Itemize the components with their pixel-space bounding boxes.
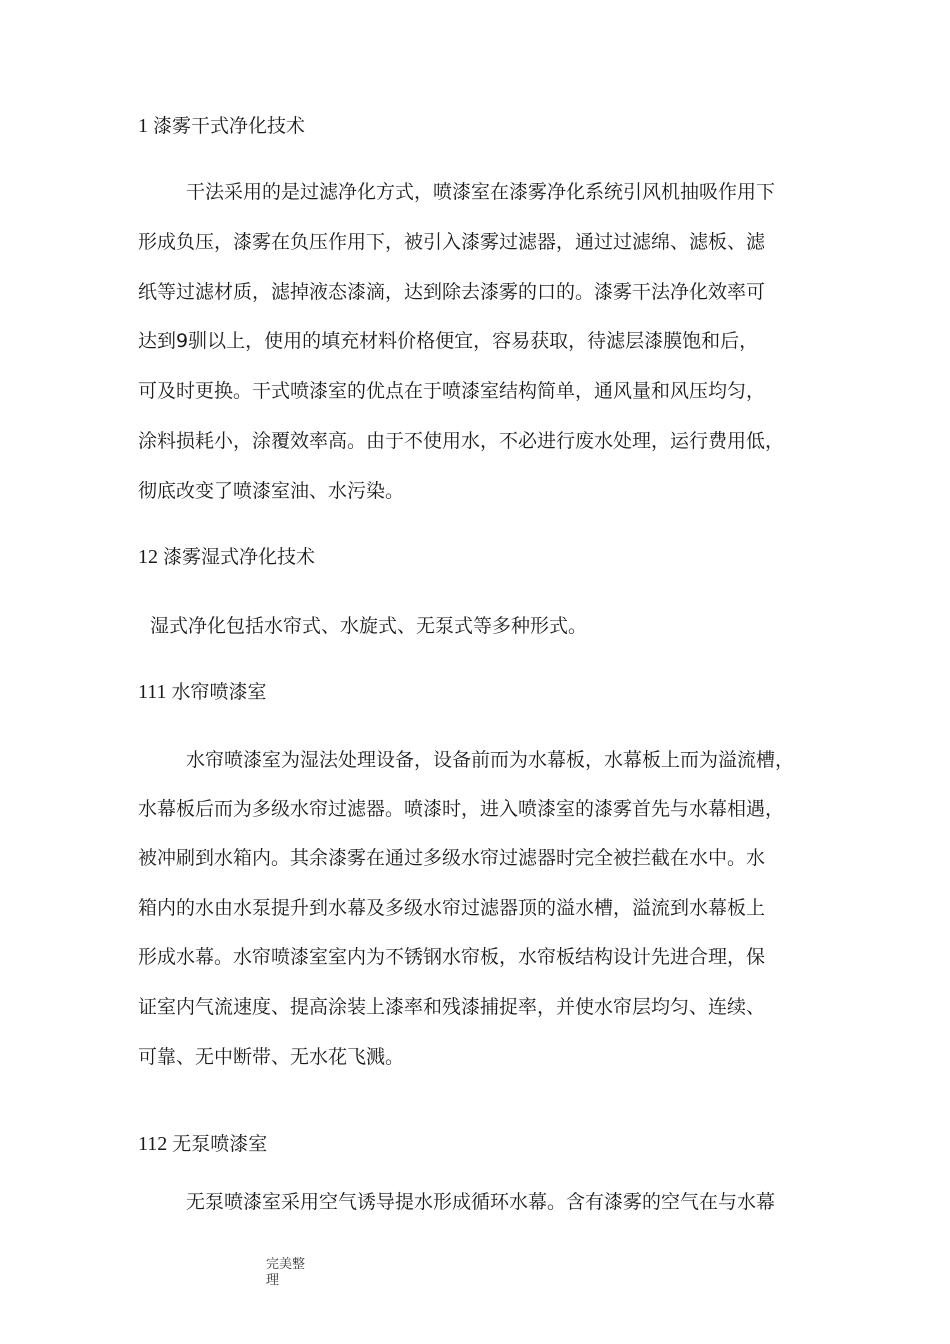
section-3-line-1: 水帘喷漆室为湿法处理设备，设备前而为水幕板，水幕板上而为溢流槽， (186, 749, 795, 771)
section-2-number: 12 (138, 546, 158, 568)
section-3-line-2: 水幕板后而为多级水帘过滤器。喷漆时，进入喷漆室的漆雾首先与水幕相遇， (138, 798, 785, 820)
section-3-line-6: 证室内气流速度、提高涂装上漆率和残漆捕捉率，并使水帘层均匀、连续、 (138, 996, 766, 1018)
section-1-number: 1 (138, 115, 148, 137)
section-4-title: 无泵喷漆室 (172, 1133, 268, 1155)
section-4-line-1: 无泵喷漆室采用空气诱导提水形成循环水幕。含有漆雾的空气在与水幕 (186, 1191, 776, 1213)
section-3-line-5: 形成水幕。水帘喷漆室室内为不锈钢水帘板，水帘板结构设计先进合理，保 (138, 946, 766, 968)
footer-note: 完美整理 (266, 1256, 306, 1287)
section-2-heading (138, 545, 315, 569)
section-3-title: 水帘喷漆室 (171, 681, 267, 703)
section-1-heading (138, 114, 305, 138)
section-4-heading (138, 1132, 267, 1156)
section-3-line-4: 箱内的水由水泵提升到水幕及多级水帘过滤器顶的溢水槽，溢流到水幕板上 (138, 897, 766, 919)
section-1-line-2: 形成负压，漆雾在负压作用下，被引入漆雾过滤器，通过过滤绵、滤板、滤 (138, 231, 766, 253)
section-3-heading (138, 680, 267, 704)
section-1-line-5: 可及时更换。干式喷漆室的优点在于喷漆室结构简单，通风量和风压均匀， (138, 380, 766, 402)
section-1-line-3: 纸等过滤材质，滤掉液态漆滴，达到除去漆雾的口的。漆雾干法净化效率可 (138, 281, 766, 303)
section-3-number: 111 (138, 681, 167, 703)
section-3-line-3: 被冲刷到水箱内。其余漆雾在通过多级水帘过滤器时完全被拦截在水中。水 (138, 847, 766, 869)
section-1-line-7: 彻底改变了喷漆室油、水污染。 (138, 480, 405, 502)
section-3-line-7: 可靠、无中断带、无水花飞溅。 (138, 1046, 405, 1068)
section-1-line-1: 干法采用的是过滤净化方式，喷漆室在漆雾净化系统引风机抽吸作用下 (186, 181, 776, 203)
section-1-line-4: 达到9驯以上，使用的填充材料价格便宜，容易获取，待滤层漆膜饱和后， (138, 330, 759, 352)
section-1-line-6: 涂料损耗小，涂覆效率高。由于不使用水，不必进行废水处理，运行费用低， (138, 430, 785, 452)
section-4-number: 112 (138, 1133, 168, 1155)
section-1-title: 漆雾干式净化技术 (153, 115, 306, 137)
section-2-line-1: 湿式净化包括水帘式、水旋式、无泵式等多种形式。 (150, 615, 588, 637)
section-2-title: 漆雾湿式净化技术 (163, 546, 316, 568)
